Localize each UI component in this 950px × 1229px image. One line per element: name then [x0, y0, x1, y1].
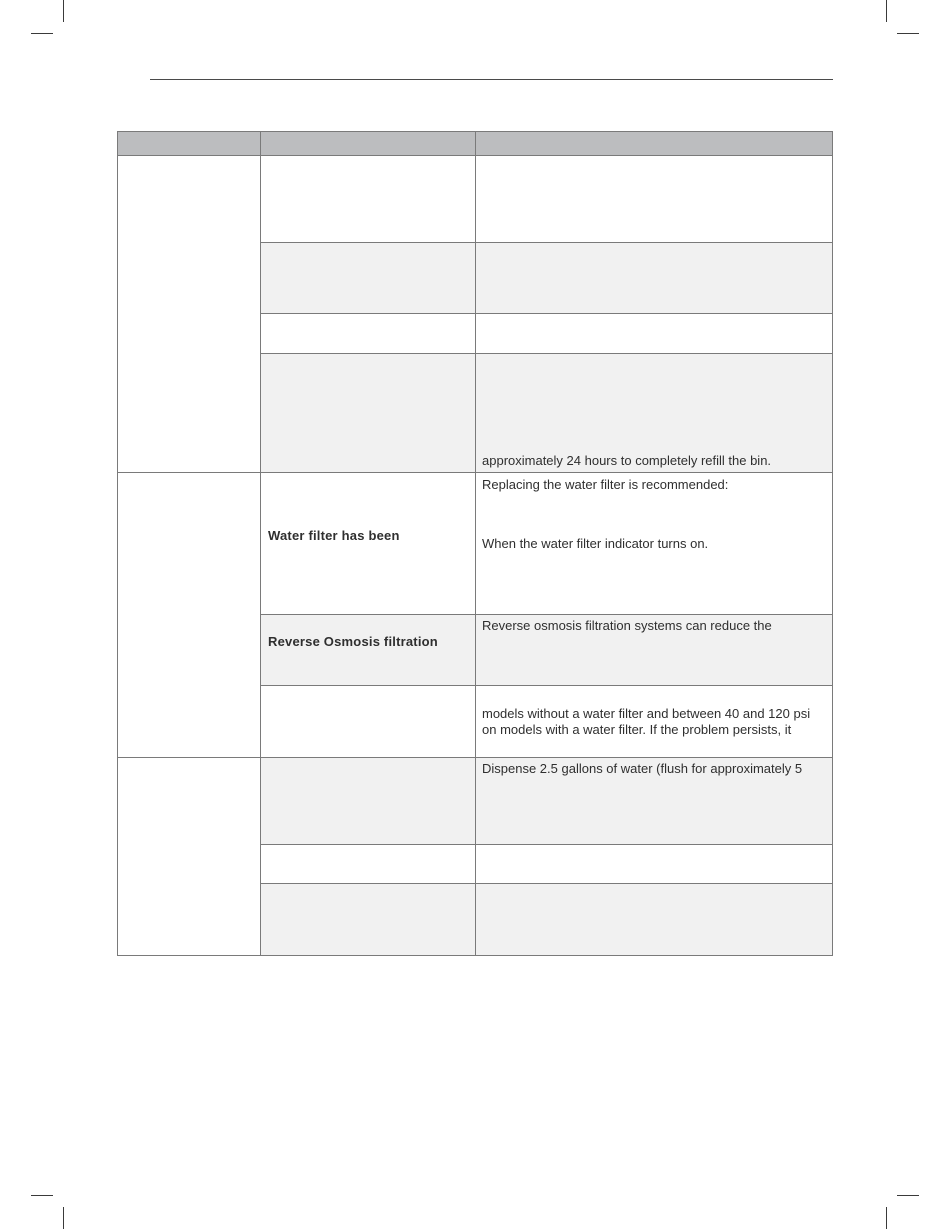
solution-text: Dispense 2.5 gallons of water (flush for approximately 5 — [482, 761, 803, 776]
table-border-left — [117, 131, 118, 956]
crop-mark-bottom-left-h — [31, 1195, 53, 1196]
solution-text: on models with a water filter. If the problem persists, it — [482, 722, 792, 737]
table-group-divider — [117, 757, 833, 758]
table-row-divider — [260, 844, 833, 845]
table-column-divider — [475, 131, 476, 956]
crop-mark-bottom-right-h — [897, 1195, 919, 1196]
table-row-divider — [260, 614, 833, 615]
table-border-top — [117, 131, 833, 132]
solution-text: models without a water filter and between 40 and 120 psi — [482, 706, 811, 721]
table-row-divider — [260, 313, 833, 314]
table-header-divider — [117, 155, 833, 156]
crop-mark-top-left-v — [63, 0, 64, 22]
crop-mark-bottom-right-v — [886, 1207, 887, 1229]
crop-mark-top-right-h — [897, 33, 919, 34]
table-border-bottom — [117, 955, 833, 956]
crop-mark-bottom-left-v — [63, 1207, 64, 1229]
table-row — [261, 243, 833, 313]
table-row-divider — [260, 883, 833, 884]
table-row-divider — [260, 353, 833, 354]
header-rule — [150, 79, 833, 80]
solution-text: Replacing the water filter is recommended: — [482, 477, 729, 492]
table-row-divider — [260, 685, 833, 686]
crop-mark-top-left-h — [31, 33, 53, 34]
table-row — [261, 884, 833, 955]
table-row-divider — [260, 242, 833, 243]
solution-text: When the water filter indicator turns on. — [482, 536, 709, 551]
table-group-divider — [117, 472, 833, 473]
table-column-divider — [260, 131, 261, 956]
cause-text: Reverse Osmosis filtration — [268, 634, 438, 649]
solution-text: approximately 24 hours to completely refill the bin. — [482, 453, 772, 468]
crop-mark-top-right-v — [886, 0, 887, 22]
table-border-right — [832, 131, 833, 956]
solution-text: Reverse osmosis filtration systems can reduce the — [482, 618, 772, 633]
cause-text: Water filter has been — [268, 528, 400, 543]
